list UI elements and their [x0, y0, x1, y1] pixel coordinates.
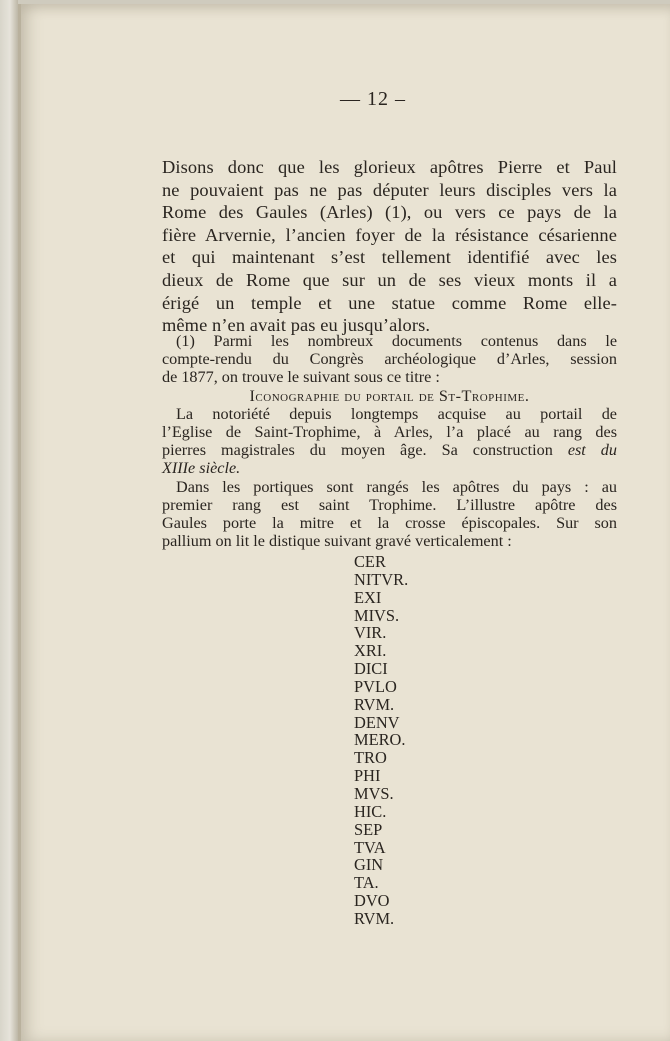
footnote-line: l’Eglise de Saint-Trophime, à Arles, l’a placé au rang des [162, 423, 617, 442]
footnote-italic: est du [567, 441, 617, 460]
body-line: Disons donc que les glorieux apôtres Pierre et Paul [162, 157, 617, 177]
main-paragraph [162, 156, 617, 337]
footnote-century: XIIIe siècle. [162, 459, 241, 478]
inscription-line: TRO [354, 748, 387, 768]
inscription-line: DVO [354, 891, 390, 911]
footnote-line: Gaules porte la mitre et la crosse épiscopales. Sur son [162, 514, 617, 533]
footnote-line: (1) Parmi les nombreux documents contenus dans le [176, 332, 617, 350]
body-line: fière Arvernie, l’ancien foyer de la résistance césarienne [162, 224, 617, 245]
inscription-line: GIN [354, 855, 384, 875]
inscription-line: NITVR. [354, 569, 409, 589]
body-line: érigé un temple et une statue comme Rome elle- [162, 292, 617, 313]
footnote-line: Dans les portiques sont rangés les apôtres du pays : au [176, 477, 617, 496]
inscription-column [354, 553, 474, 928]
page-number: — 12 – [340, 88, 406, 110]
inscription-line: PHI [354, 766, 381, 786]
body-line: ne pouvaient pas ne pas députer leurs disciples vers la [162, 179, 617, 200]
inscription-line: MVS. [354, 783, 394, 803]
footnote-text: pierres magistrales du moyen âge. Sa construction [162, 441, 553, 460]
inscription-line: MERO. [354, 730, 406, 750]
body-line: dieux de Rome que sur un de ses vieux monts il a [162, 269, 617, 290]
inscription-line: VIR. [354, 623, 387, 643]
book-binding-edge [0, 0, 18, 1041]
footnote-line: compte-rendu du Congrès archéologique d’Arles, session [162, 350, 617, 369]
footnote-heading: Iconographie du portail de St-Trophime. [249, 386, 530, 405]
inscription-line: TA. [354, 873, 379, 893]
inscription-line: TVA [354, 837, 386, 857]
body-line: même n’en avait pas eu jusqu’alors. [162, 315, 431, 336]
inscription-line: MIVS. [354, 605, 400, 625]
body-line: et qui maintenant s’est tellement identifié avec les [162, 247, 617, 268]
footnote-line [162, 441, 617, 459]
inscription-line: PVLO [354, 676, 397, 696]
inscription-line: CER [354, 552, 386, 571]
footnote [162, 332, 617, 550]
footnote-line: pallium on lit le distique suivant gravé verticalement : [162, 532, 512, 551]
inscription-line: SEP [354, 819, 383, 839]
inscription-line: DENV [354, 712, 400, 732]
inscription-line: XRI. [354, 641, 387, 661]
inscription-line: RVM. [354, 694, 395, 714]
footnote-line: premier rang est saint Trophime. L’illustre apôtre des [162, 495, 617, 514]
inscription-line: DICI [354, 659, 388, 679]
inscription-line: EXI [354, 587, 382, 607]
inscription-line: HIC. [354, 801, 387, 821]
inscription-line: RVM. [354, 908, 395, 928]
body-line: Rome des Gaules (Arles) (1), ou vers ce pays de la [162, 202, 617, 223]
footnote-line: La notoriété depuis longtemps acquise au portail de [176, 404, 617, 423]
footnote-line: de 1877, on trouve le suivant sous ce titre : [162, 368, 440, 387]
